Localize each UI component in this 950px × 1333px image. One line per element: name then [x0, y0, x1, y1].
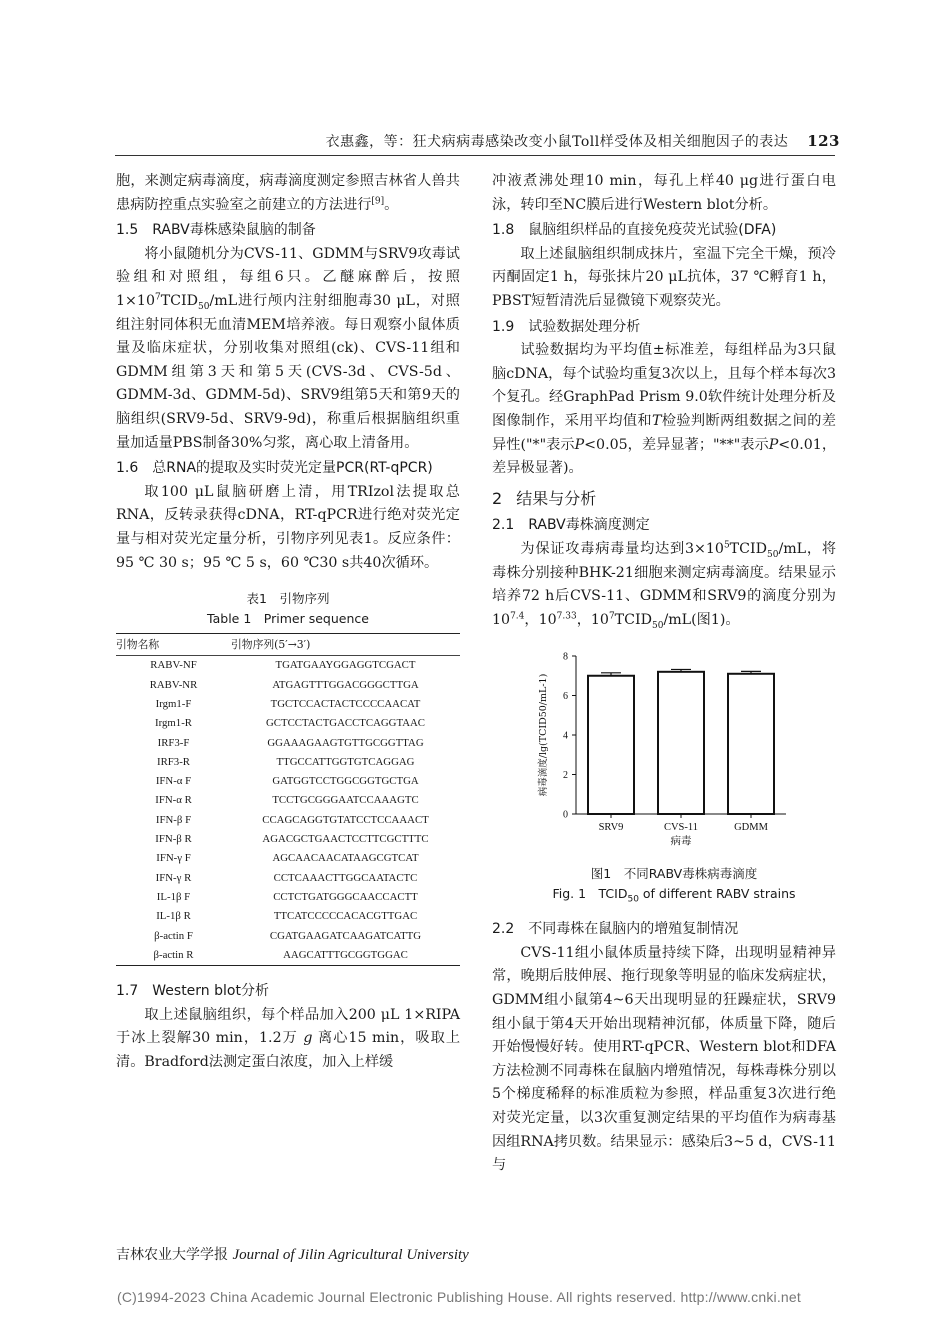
table-row	[116, 811, 460, 830]
y-axis-title: 病毒滴度/lg(TCID50/mL-1)	[538, 673, 549, 797]
bar	[658, 672, 704, 814]
table-row	[116, 695, 460, 714]
primer-name: IFN-γ F	[156, 852, 191, 865]
primer-table	[116, 633, 460, 966]
table-header-name: 引物名称	[116, 634, 231, 656]
table-caption	[116, 589, 460, 629]
y-tick-label: 6	[563, 691, 568, 703]
table-row	[116, 869, 460, 888]
table-header-seq: 引物序列(5′→3′)	[231, 634, 460, 656]
primer-sequence: TTCATCCCCCACACGTTGAC	[273, 910, 418, 923]
section-heading-1-6: 1.6 总RNA的提取及实时荧光定量PCR(RT-qPCR)	[116, 460, 433, 477]
journal-name-cn: 吉林农业大学学报	[116, 1247, 228, 1263]
running-title: 衣惠鑫，等：狂犬病病毒感染改变小鼠Toll样受体及相关细胞因子的表达	[325, 134, 789, 150]
x-axis-title: 病毒	[670, 835, 692, 848]
primer-name: IRF3-F	[157, 736, 190, 749]
primer-name: RABV-NF	[150, 659, 197, 672]
section-heading-2: 2 结果与分析	[492, 488, 597, 508]
section-heading-2-1: 2.1 RABV毒株滴度测定	[492, 517, 650, 534]
paragraph-dfa: 取上述鼠脑组织制成抹片，室温下完全干燥，预冷丙酮固定1 h，每张抹片20 μL抗体，37 ℃孵育1 h，PBST短暂清洗后显微镜下观察荧光。	[492, 245, 836, 309]
table-row	[116, 927, 460, 946]
primer-name: IL-1β F	[156, 890, 191, 903]
primer-sequence: TCCTGCGGGAATCCAAAGTC	[272, 794, 419, 807]
table-row	[116, 734, 460, 753]
primer-sequence: TGATGAAYGGAGGTCGACT	[275, 659, 416, 672]
table-row	[116, 676, 460, 695]
primer-name: Irgm1-F	[155, 697, 192, 710]
running-head	[260, 131, 840, 151]
primer-sequence: TTGCCATTGGTGTCAGGAG	[276, 755, 415, 768]
paragraph-infection: 将小鼠随机分为CVS-11、GDMM与SRV9攻毒试验组和对照组，每组6只。乙醚麻醉后，按照$1\times 10^7TCID_{50}/mL$进行颅内注射细胞毒30 μL，对照组注射同体积无血清MEM培养液。每日观察小鼠体质量及临床症状，分别收集对照组(ck)、CVS-11组和GDMM组第3天和第5天(CVS-3d、CVS-5d、GDMM-3d、GDMM-5d)、SRV9组第5天和第9天的脑组织(SRV9-5d、SRV9-9d)，称重后根据脑组织重量加适量PBS制备30%匀浆，离心取上清备用。	[116, 245, 460, 451]
primer-name: IFN-β R	[155, 833, 192, 846]
paragraph-western-cont: 冲液煮沸处理10 min，每孔上样40 μg进行蛋白电泳，转印至NC膜后进行Western blot分析。	[492, 173, 836, 213]
paragraph-cell-continuation: 胞，来测定病毒滴度，病毒滴度测定参照吉林省人兽共患病防控重点实验室之前建立的方法进行[9]。	[116, 173, 460, 213]
figure-1	[492, 644, 836, 864]
figure-caption	[512, 864, 836, 904]
table-row	[116, 830, 460, 849]
section-heading-1-8: 1.8 鼠脑组织样品的直接免疫荧光试验(DFA)	[492, 222, 777, 239]
table-caption-en: Table 1 Primer sequence	[207, 611, 369, 627]
figure-caption-cn: 图1 不同RABV毒株病毒滴度	[590, 866, 758, 882]
primer-sequence: CCTCAAACTTGGCAATACTC	[273, 871, 418, 884]
section-heading-1-7: 1.7 Western blot分析	[116, 983, 269, 1000]
right-column	[492, 170, 836, 1178]
x-tick-label: GDMM	[734, 822, 768, 834]
bar	[588, 676, 634, 814]
copyright-line: (C)1994-2023 China Academic Journal Electronic Publishing House. All rights reserved. http://www.cnki.net	[117, 1289, 801, 1305]
paragraph-stats: 试验数据均为平均值±标准差，每组样品为3只鼠脑cDNA，每个试验均重复3次以上，且每个样本每次3个复孔。经GraphPad Prism 9.0软件统计处理分析及图像制作，采用平均值和T检验判断两组数据之间的差异性("*"表示P<0.05，差异显著；"**"表示P<0.01，差异极显著)。	[492, 342, 837, 477]
primer-sequence: AGCAACAACATAAGCGTCAT	[272, 852, 419, 865]
y-tick-label: 4	[563, 730, 568, 742]
primer-name: IFN-γ R	[155, 871, 192, 884]
titer-bar-chart	[492, 644, 836, 864]
primer-sequence: ATGAGTTTGGACGGGCTTGA	[272, 678, 419, 691]
figure-caption-en: Fig. 1 $TCID_{50}$ of different RABV strains	[552, 886, 796, 905]
header-rule	[115, 155, 835, 156]
primer-name: β-actin F	[154, 929, 193, 942]
primer-sequence: AAGCATTTGCGGTGGAC	[231, 946, 460, 966]
left-column	[116, 170, 460, 1075]
table-row	[116, 791, 460, 810]
y-tick-label: 8	[563, 651, 568, 663]
primer-sequence: GCTCCTACTGACCTCAGGTAAC	[265, 717, 426, 730]
paragraph-titer: 为保证攻毒病毒量均达到$3\times 10^5TCID_{50}/mL$，将毒株分别接种BHK-21细胞来测定病毒滴度。结果显示培养72 h后CVS-11、GDMM和SRV9的滴度分别为$10^{7.4}$，$10^{7.33}$，$10^7TCID_{50}/mL$(图1)。	[492, 540, 837, 631]
primer-name: Irgm1-R	[155, 717, 192, 730]
primer-name: IL-1β R	[156, 910, 191, 923]
paragraph-replication: CVS-11组小鼠体质量持续下降，出现明显精神异常，晚期后肢伸展、拖行现象等明显的临床发病症状，GDMM组小鼠第4~6天出现明显的狂躁症状，SRV9组小鼠于第4天开始出现精神沉郁，体质量下降，随后开始慢慢好转。使用RT-qPCR、Western blot和DFA方法检测不同毒株在鼠脑内增殖情况，每株毒株分别以5个梯度稀释的标准质粒为参照，样品重复3次进行绝对荧光定量，以3次重复测定结果的平均值作为病毒基因组RNA拷贝数。结果显示：感染后3~5 d，CVS-11与	[492, 944, 836, 1174]
primer-sequence: GATGGTCCTGGCGGTGCTGA	[272, 775, 419, 788]
primer-name: RABV-NR	[149, 678, 198, 691]
primer-sequence: AGACGCTGAACTCCTTCGCTTTC	[262, 833, 429, 846]
table-row	[116, 772, 460, 791]
y-tick-label: 0	[563, 809, 568, 821]
paragraph-western: 取上述鼠脑组织，每个样品加入200 μL 1×RIPA于冰上裂解30 min，1.2万 g 离心15 min，吸取上清。Bradford法测定蛋白浓度，加入上样缓	[116, 1006, 461, 1070]
table-row	[116, 849, 460, 868]
primer-sequence: GGAAAGAAGTGTTGCGGTTAG	[267, 736, 424, 749]
table-caption-cn: 表1 引物序列	[246, 591, 330, 607]
section-heading-1-9: 1.9 试验数据处理分析	[492, 318, 641, 335]
primer-sequence: TGCTCCACTACTCCCCAACAT	[270, 697, 421, 710]
primer-sequence: CCTCTGATGGGCAACCACTT	[273, 890, 418, 903]
primer-name: IFN-α F	[155, 775, 192, 788]
primer-name: β-actin R	[116, 946, 231, 966]
table-row	[116, 888, 460, 907]
footer-journal	[116, 1244, 469, 1264]
primer-name: IFN-α R	[155, 794, 192, 807]
y-tick-label: 2	[563, 770, 568, 782]
table-row	[116, 946, 460, 966]
table-row	[116, 753, 460, 772]
journal-name-en: Journal of Jilin Agricultural University	[232, 1247, 469, 1263]
primer-sequence: CCAGCAGGTGTATCCTCCAAACT	[262, 813, 429, 826]
table-row	[116, 907, 460, 926]
table-row	[116, 714, 460, 733]
x-tick-label: SRV9	[598, 822, 624, 834]
page-number: 123	[807, 132, 840, 150]
primer-name: IRF3-R	[157, 755, 190, 768]
section-heading-1-5: 1.5 RABV毒株感染鼠脑的制备	[116, 222, 316, 239]
section-heading-2-2: 2.2 不同毒株在鼠脑内的增殖复制情况	[492, 921, 739, 938]
paragraph-rna: 取100 μL鼠脑研磨上清，用TRIzol法提取总RNA，反转录获得cDNA，RT-qPCR进行绝对荧光定量与相对荧光定量分析，引物序列见表1。反应条件：95 ℃ 30 s；95 ℃ 5 s，60 ℃30 s共40次循环。	[116, 483, 460, 571]
citation-ref[interactable]: [9]	[371, 195, 385, 206]
primer-sequence: CGATGAAGATCAAGATCATTG	[269, 929, 422, 942]
bar	[728, 674, 774, 814]
primer-name: IFN-β F	[155, 813, 192, 826]
table-row	[116, 656, 460, 676]
x-tick-label: CVS-11	[663, 822, 699, 834]
